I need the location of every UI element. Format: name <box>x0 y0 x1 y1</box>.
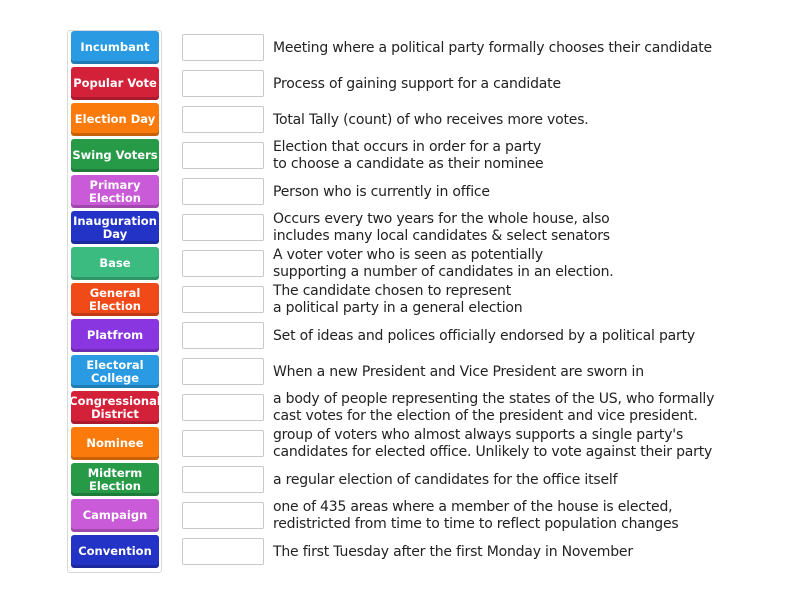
definition-text: Election that occurs in order for a party to choose a candidate as their nominee <box>273 139 544 172</box>
draggable-tile[interactable]: Electoral College <box>71 355 159 388</box>
definition-text: Process of gaining support for a candidate <box>273 75 561 92</box>
definition-text: When a new President and Vice President are sworn in <box>273 363 644 380</box>
drop-target-box[interactable] <box>182 286 264 313</box>
draggable-tile[interactable]: Campaign <box>71 499 159 532</box>
draggable-tile[interactable]: Swing Voters <box>71 139 159 172</box>
draggable-tile[interactable]: Base <box>71 247 159 280</box>
definition-text: Total Tally (count) of who receives more votes. <box>273 111 589 128</box>
draggable-tile[interactable]: Platfrom <box>71 319 159 352</box>
draggable-tile[interactable]: Primary Election <box>71 175 159 208</box>
definition-text: a body of people representing the states of the US, who formally cast votes for the election of the president and vice president. <box>273 391 715 424</box>
drop-target-box[interactable] <box>182 142 264 169</box>
drop-target-box[interactable] <box>182 322 264 349</box>
draggable-tile[interactable]: Election Day <box>71 103 159 136</box>
definition-text: A voter voter who is seen as potentially supporting a number of candidates in an election. <box>273 247 614 280</box>
draggable-tile[interactable]: Popular Vote <box>71 67 159 100</box>
drop-target-box[interactable] <box>182 430 264 457</box>
definition-text: Occurs every two years for the whole house, also includes many local candidates & select senators <box>273 211 610 244</box>
drop-target-box[interactable] <box>182 466 264 493</box>
draggable-tile[interactable]: Congressional District <box>71 391 159 424</box>
definition-text: a regular election of candidates for the office itself <box>273 471 618 488</box>
draggable-tile[interactable]: Nominee <box>71 427 159 460</box>
drop-target-box[interactable] <box>182 358 264 385</box>
drop-target-box[interactable] <box>182 250 264 277</box>
drop-target-box[interactable] <box>182 502 264 529</box>
drop-target-box[interactable] <box>182 70 264 97</box>
definition-text: The candidate chosen to represent a political party in a general election <box>273 283 523 316</box>
definition-text: Set of ideas and polices officially endorsed by a political party <box>273 327 695 344</box>
drop-target-box[interactable] <box>182 178 264 205</box>
drop-target-box[interactable] <box>182 394 264 421</box>
draggable-tile[interactable]: Convention <box>71 535 159 568</box>
definition-text: one of 435 areas where a member of the house is elected, redistricted from time to time to reflect population changes <box>273 499 679 532</box>
drop-target-box[interactable] <box>182 106 264 133</box>
draggable-tile[interactable]: Inauguration Day <box>71 211 159 244</box>
draggable-tile[interactable]: General Election <box>71 283 159 316</box>
definition-text: Person who is currently in office <box>273 183 490 200</box>
definition-text: The first Tuesday after the first Monday in November <box>273 543 633 560</box>
drop-target-box[interactable] <box>182 34 264 61</box>
definition-text: Meeting where a political party formally chooses their candidate <box>273 39 712 56</box>
drop-target-box[interactable] <box>182 214 264 241</box>
draggable-tile[interactable]: Midterm Election <box>71 463 159 496</box>
draggable-tile[interactable]: Incumbant <box>71 31 159 64</box>
definition-text: group of voters who almost always supports a single party's candidates for elected office. Unlikely to vote against their party <box>273 427 713 460</box>
drop-target-box[interactable] <box>182 538 264 565</box>
